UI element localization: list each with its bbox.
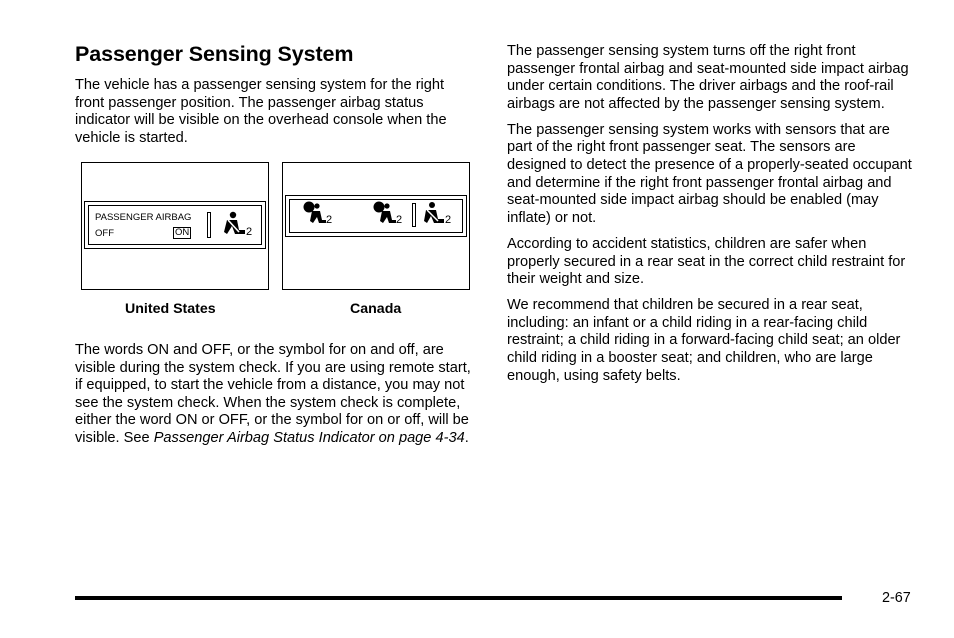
canada-caption: Canada: [350, 301, 402, 317]
page-number: 2-67: [882, 590, 911, 606]
page-title: Passenger Sensing System: [75, 42, 354, 66]
system-check-paragraph: [75, 342, 475, 448]
paragraph-accident-statistics: According to accident statistics, children are safer when properly secured in a rear seat in the correct child restraint for their weight and size.: [507, 235, 906, 288]
period: .: [464, 429, 469, 446]
icon-number: 2: [246, 226, 253, 238]
paragraph-sensors: The passenger sensing system works with sensors that are part of the right front passenger seat. The sensors are designed to detect the presence of a properly-seated occupant and determine if the right front passenger frontal airbag and seat-mounted side impact airbag should be enabled (may inflate) or not.: [507, 121, 912, 226]
us-indicator-display: [84, 201, 266, 249]
left-column-lower: [75, 342, 475, 448]
right-column: [507, 43, 912, 394]
intro-paragraph: The vehicle has a passenger sensing system for the right front passenger position. The passenger airbag status indicator will be visible on the overhead console when the vehicle is started.: [75, 77, 447, 146]
on-label: ON: [175, 227, 190, 238]
left-column: [75, 42, 475, 147]
paragraph-airbag-off: The passenger sensing system turns off the right front passenger frontal airbag and seat-mounted side impact airbag under certain conditions. The driver airbags and the roof-rail airbags are not affected by the passenger sensing system.: [507, 43, 909, 112]
footer-rule: [75, 596, 842, 600]
indicator-bar: [412, 203, 416, 227]
icon-number: 2: [326, 214, 333, 226]
icon-number: 2: [445, 214, 452, 226]
off-label: OFF: [95, 228, 114, 239]
cross-reference-link[interactable]: Passenger Airbag Status Indicator on page 4-34: [153, 429, 465, 446]
icon-number: 2: [396, 214, 403, 226]
indicator-bar: [207, 212, 211, 238]
canada-indicator-display: [285, 195, 467, 237]
canada-indicator-panel: [282, 162, 470, 290]
us-indicator-panel: [81, 162, 269, 290]
seatbelt-airbag-icon: [420, 201, 446, 234]
system-check-text: The words ON and OFF, or the symbol for on and off, are visible during the system check. If you are using remote start, if equipped, to start the vehicle from a distance, you may not see the system check. When the system check is complete, either the word ON or OFF, or the symbol for on or off, will be visible. See: [75, 342, 471, 446]
paragraph-recommendation: We recommend that children be secured in a rear seat, including: an infant or a child riding in a rear-facing child restraint; a child riding in a forward-facing child seat; an older child riding in a booster seat; and children, who are large enough, using safety belts.: [507, 297, 901, 384]
us-caption: United States: [125, 301, 216, 317]
airbag-occupant-icon: [372, 201, 398, 234]
passenger-airbag-label: PASSENGER AIRBAG: [95, 212, 192, 223]
airbag-occupant-icon: [302, 201, 328, 234]
indicator-figure: [81, 162, 473, 322]
